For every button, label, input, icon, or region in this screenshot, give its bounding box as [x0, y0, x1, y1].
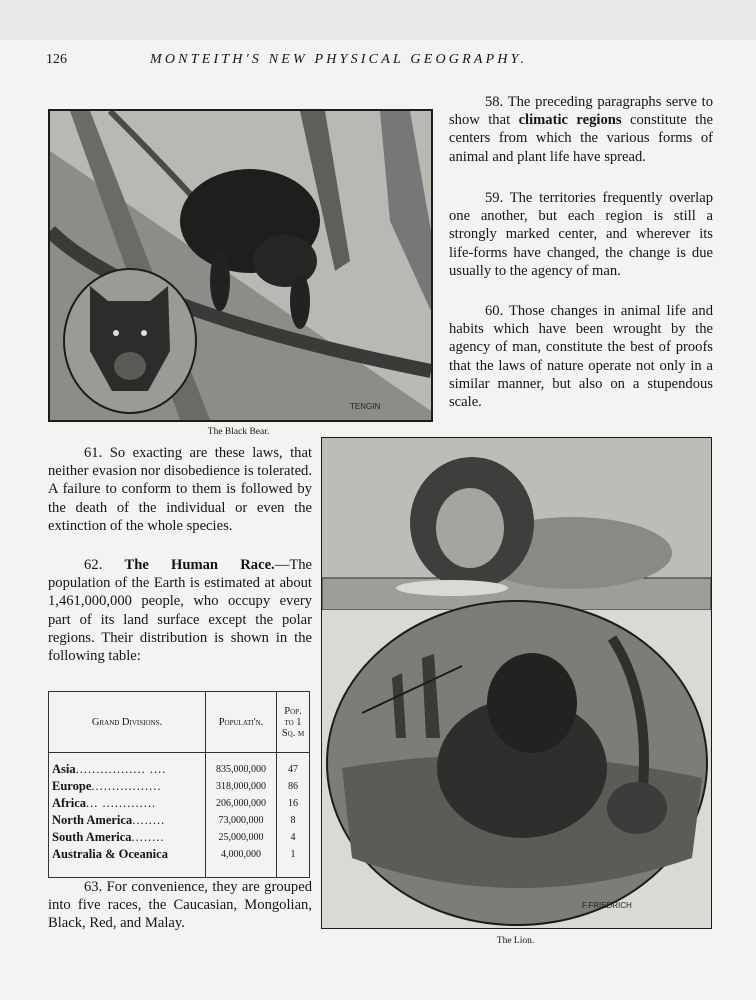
density-value: 8 [277, 812, 310, 829]
division-name: Asia [52, 762, 76, 776]
density-value: 86 [277, 778, 310, 795]
population-value: 206,000,000 [206, 795, 277, 812]
leader-dots: ... ............. [86, 796, 157, 810]
lion-illustration [321, 437, 712, 929]
bear-engraver-signature: TENGIN [350, 402, 381, 411]
leader-dots: ........ [132, 813, 166, 827]
division-name: Africa [52, 796, 87, 810]
division-name: Australia & Oceanica [52, 847, 168, 861]
density-value: 1 [277, 846, 310, 863]
density-value: 4 [277, 829, 310, 846]
lion-engraver-signature: F.FRIEDRICH [582, 901, 632, 910]
page-number: 126 [46, 52, 67, 67]
table-row [49, 778, 310, 795]
bear-illustration [48, 109, 433, 422]
leader-dots: ........ [131, 830, 165, 844]
bear-caption: The Black Bear. [207, 427, 270, 437]
division-name: Europe [52, 779, 92, 793]
table-row [49, 761, 310, 778]
leader-dots: ................. .... [75, 762, 167, 776]
lion-caption: The Lion. [496, 936, 535, 946]
p62-text: —The population of the Earth is estimated at about 1,461,000,000 people, who occupy every part of its land surface except the polar regions. Their distribution is shown in the following table: [48, 557, 313, 665]
p62-number: 62. [84, 557, 125, 573]
leader-dots: ................. [91, 779, 162, 793]
population-value: 318,000,000 [206, 778, 277, 795]
population-value: 4,000,000 [206, 846, 277, 863]
paragraph-61: 61. So exacting are these laws, that neither evasion nor disobedience is tolerated. A failure to conform to them is followed by the death of the individual or even the extinction of the whole species. [48, 445, 312, 534]
table-header-row [49, 692, 310, 753]
population-value: 25,000,000 [206, 829, 277, 846]
p62-heading: The Human Race. [124, 557, 275, 573]
running-title: MONTEITH'S NEW PHYSICAL GEOGRAPHY. [150, 52, 528, 67]
paragraph-62 [48, 556, 312, 665]
density-value: 16 [277, 795, 310, 812]
col-header-population: Populati'n. [206, 692, 277, 753]
page-top-edge [0, 0, 756, 40]
paragraph-60: 60. Those changes in animal life and habits which have been wrought by the agency of man, constitute the best of proofs that the laws of nature operate not only in a similar manner, but also on a stupendous scale. [449, 303, 713, 411]
table-row [49, 829, 310, 846]
population-value: 835,000,000 [206, 761, 277, 778]
p58-text-2: constitute the centers from which the various forms of animal and plant life have spread. [449, 112, 713, 165]
population-value: 73,000,000 [206, 812, 277, 829]
col-header-division: Grand Divisions. [49, 692, 206, 753]
table-row [49, 846, 310, 863]
table-row [49, 795, 310, 812]
paragraph-63: 63. For convenience, they are grouped into five races, the Caucasian, Mongolian, Black, Red, and Malay. [48, 879, 312, 932]
p58-text-1: 58. The preceding paragraphs serve to show that [449, 94, 713, 129]
table-row [49, 812, 310, 829]
division-name: South America [52, 830, 132, 844]
population-table [48, 691, 310, 878]
col-header-density: Pop. to 1 Sq. m [277, 692, 310, 753]
paragraph-58 [449, 93, 713, 166]
paragraph-59: 59. The territories frequently overlap one another, but each region is still a strongly marked center, and wherever its life-forms have changed, the change is due usually to the agency of man. [449, 190, 713, 279]
density-value: 47 [277, 761, 310, 778]
p58-term: climatic regions [518, 112, 622, 129]
division-name: North America [52, 813, 133, 827]
